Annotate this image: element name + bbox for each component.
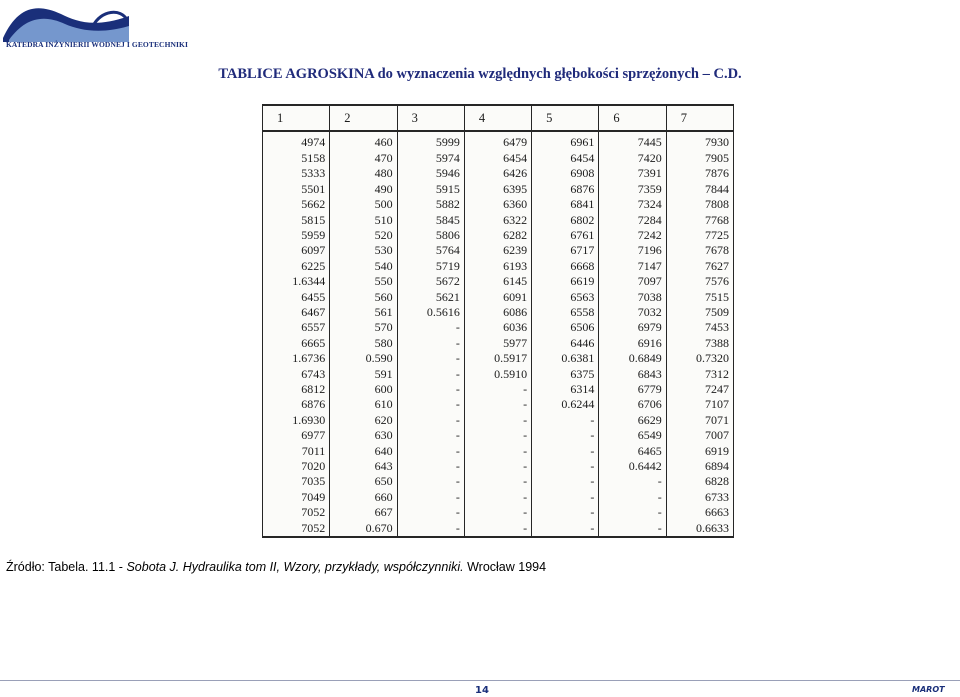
- table-row: [263, 489, 734, 504]
- table-cell: 7242: [599, 228, 666, 243]
- table-cell: 6733: [666, 489, 733, 504]
- table-cell: 0.7320: [666, 351, 733, 366]
- table-cell: 6761: [532, 228, 599, 243]
- table-cell: 5999: [397, 131, 464, 150]
- table-cell: 7768: [666, 212, 733, 227]
- table-cell: 7038: [599, 289, 666, 304]
- table-row: [263, 150, 734, 165]
- table-cell: 6828: [666, 474, 733, 489]
- table-cell: 6629: [599, 412, 666, 427]
- table-cell: -: [599, 474, 666, 489]
- table-cell: 500: [330, 197, 397, 212]
- table-cell: 0.5616: [397, 305, 464, 320]
- table-row: [263, 412, 734, 427]
- table-cell: 660: [330, 489, 397, 504]
- table-cell: 7388: [666, 335, 733, 350]
- table-cell: 5974: [397, 150, 464, 165]
- table-cell: 6557: [263, 320, 330, 335]
- table-cell: 5158: [263, 150, 330, 165]
- table-cell: 7035: [263, 474, 330, 489]
- table-cell: 6843: [599, 366, 666, 381]
- table-cell: -: [397, 489, 464, 504]
- department-name: KATEDRA INŻYNIERII WODNEJ I GEOTECHNIKI: [6, 40, 188, 49]
- wave-logo-icon: [3, 2, 133, 42]
- table-cell: 7107: [666, 397, 733, 412]
- table-cell: -: [397, 412, 464, 427]
- table-row: [263, 289, 734, 304]
- table-cell: 6395: [464, 181, 531, 196]
- table-cell: 6455: [263, 289, 330, 304]
- column-header: 5: [532, 105, 599, 131]
- table-cell: 7052: [263, 505, 330, 520]
- table-cell: 460: [330, 131, 397, 150]
- page-title: TABLICE AGROSKINA do wyznaczenia względnych głębokości sprzężonych – C.D.: [218, 66, 742, 82]
- table-cell: 7876: [666, 166, 733, 181]
- table-cell: 610: [330, 397, 397, 412]
- table-row: [263, 166, 734, 181]
- source-book-title: Sobota J. Hydraulika tom II, Wzory, przykłady, współczynniki.: [126, 560, 464, 574]
- table-cell: 6876: [532, 181, 599, 196]
- table-cell: 470: [330, 150, 397, 165]
- table-row: [263, 258, 734, 273]
- table-cell: 7905: [666, 150, 733, 165]
- table-cell: 6465: [599, 443, 666, 458]
- table-cell: -: [464, 397, 531, 412]
- table-row: [263, 320, 734, 335]
- table-cell: 6894: [666, 459, 733, 474]
- table-cell: -: [532, 489, 599, 504]
- column-header: 2: [330, 105, 397, 131]
- table-row: [263, 382, 734, 397]
- table-cell: -: [397, 397, 464, 412]
- table-cell: -: [599, 489, 666, 504]
- table-cell: 7844: [666, 181, 733, 196]
- table-cell: 7445: [599, 131, 666, 150]
- column-header: 6: [599, 105, 666, 131]
- table-cell: 4974: [263, 131, 330, 150]
- table-cell: 6454: [464, 150, 531, 165]
- table-cell: 6619: [532, 274, 599, 289]
- table-cell: 5672: [397, 274, 464, 289]
- source-suffix: Wrocław 1994: [463, 560, 547, 574]
- table-cell: -: [464, 459, 531, 474]
- table-cell: 5764: [397, 243, 464, 258]
- table-cell: 7453: [666, 320, 733, 335]
- table-cell: 5621: [397, 289, 464, 304]
- table-cell: 6467: [263, 305, 330, 320]
- table-cell: -: [464, 382, 531, 397]
- table-cell: -: [532, 443, 599, 458]
- table-cell: -: [464, 443, 531, 458]
- table-cell: 6145: [464, 274, 531, 289]
- table-cell: 6779: [599, 382, 666, 397]
- table-row: [263, 520, 734, 537]
- table-body: [263, 131, 734, 537]
- table-cell: 6454: [532, 150, 599, 165]
- table-cell: 520: [330, 228, 397, 243]
- table-row: [263, 474, 734, 489]
- table-cell: 580: [330, 335, 397, 350]
- table-cell: 6239: [464, 243, 531, 258]
- table-cell: 591: [330, 366, 397, 381]
- table-cell: -: [397, 459, 464, 474]
- table-cell: 7052: [263, 520, 330, 537]
- table-cell: -: [397, 443, 464, 458]
- table-row: [263, 243, 734, 258]
- table-cell: 7808: [666, 197, 733, 212]
- table-cell: 6668: [532, 258, 599, 273]
- table-cell: 0.590: [330, 351, 397, 366]
- table-cell: 6091: [464, 289, 531, 304]
- table-row: [263, 505, 734, 520]
- table-cell: 5845: [397, 212, 464, 227]
- table-row: [263, 131, 734, 150]
- table-row: [263, 366, 734, 381]
- table-cell: 6282: [464, 228, 531, 243]
- table-cell: 561: [330, 305, 397, 320]
- column-header: 4: [464, 105, 531, 131]
- table-cell: 0.5910: [464, 366, 531, 381]
- table-cell: 7049: [263, 489, 330, 504]
- table-cell: 1.6930: [263, 412, 330, 427]
- table-cell: 6841: [532, 197, 599, 212]
- table-cell: 7147: [599, 258, 666, 273]
- table-cell: 0.6244: [532, 397, 599, 412]
- table-cell: 560: [330, 289, 397, 304]
- column-header: 3: [397, 105, 464, 131]
- table-cell: 5333: [263, 166, 330, 181]
- table-cell: -: [397, 474, 464, 489]
- table-cell: -: [464, 520, 531, 537]
- table-cell: 530: [330, 243, 397, 258]
- table-cell: 7420: [599, 150, 666, 165]
- table-cell: 7007: [666, 428, 733, 443]
- footer-divider: [0, 680, 960, 681]
- source-citation: [6, 560, 546, 574]
- table-cell: 6558: [532, 305, 599, 320]
- table-cell: 6743: [263, 366, 330, 381]
- table-cell: 6036: [464, 320, 531, 335]
- table-cell: 550: [330, 274, 397, 289]
- table-cell: 510: [330, 212, 397, 227]
- agroskin-table: [262, 104, 734, 538]
- table-cell: 6977: [263, 428, 330, 443]
- table-row: [263, 181, 734, 196]
- table-cell: -: [532, 474, 599, 489]
- source-prefix: Źródło: Tabela. 11.1 -: [6, 560, 127, 574]
- table-cell: 7032: [599, 305, 666, 320]
- table-cell: 7324: [599, 197, 666, 212]
- table-cell: -: [397, 366, 464, 381]
- table-cell: 5959: [263, 228, 330, 243]
- table-cell: -: [532, 520, 599, 537]
- table-cell: -: [464, 412, 531, 427]
- table-cell: 7284: [599, 212, 666, 227]
- table-cell: 630: [330, 428, 397, 443]
- table-cell: 5946: [397, 166, 464, 181]
- agroskin-table-scan: [262, 104, 734, 538]
- table-cell: 6479: [464, 131, 531, 150]
- table-cell: 6663: [666, 505, 733, 520]
- table-cell: 0.6381: [532, 351, 599, 366]
- table-cell: 7247: [666, 382, 733, 397]
- table-cell: -: [397, 351, 464, 366]
- table-cell: 7576: [666, 274, 733, 289]
- table-cell: 7020: [263, 459, 330, 474]
- table-cell: -: [599, 505, 666, 520]
- table-cell: 7071: [666, 412, 733, 427]
- table-cell: 0.670: [330, 520, 397, 537]
- brand-logo: MAROT: [912, 685, 945, 694]
- table-cell: 6979: [599, 320, 666, 335]
- table-row: [263, 459, 734, 474]
- table-row: [263, 443, 734, 458]
- table-cell: 1.6344: [263, 274, 330, 289]
- table-cell: 6549: [599, 428, 666, 443]
- table-cell: 5662: [263, 197, 330, 212]
- table-cell: 6360: [464, 197, 531, 212]
- table-cell: 6919: [666, 443, 733, 458]
- table-row: [263, 305, 734, 320]
- column-header: 7: [666, 105, 733, 131]
- column-header: 1: [263, 105, 330, 131]
- table-cell: 7196: [599, 243, 666, 258]
- table-cell: 6908: [532, 166, 599, 181]
- table-cell: 7097: [599, 274, 666, 289]
- table-cell: 480: [330, 166, 397, 181]
- table-cell: 0.6442: [599, 459, 666, 474]
- table-cell: 5501: [263, 181, 330, 196]
- table-cell: 6706: [599, 397, 666, 412]
- table-cell: 7678: [666, 243, 733, 258]
- table-cell: -: [464, 474, 531, 489]
- table-cell: 7359: [599, 181, 666, 196]
- table-cell: -: [397, 520, 464, 537]
- table-cell: -: [464, 428, 531, 443]
- table-cell: -: [599, 520, 666, 537]
- table-cell: 6446: [532, 335, 599, 350]
- table-cell: 7930: [666, 131, 733, 150]
- table-cell: -: [532, 428, 599, 443]
- table-cell: 6506: [532, 320, 599, 335]
- table-cell: 1.6736: [263, 351, 330, 366]
- table-header-row: [263, 105, 734, 131]
- table-cell: -: [397, 428, 464, 443]
- table-cell: 6916: [599, 335, 666, 350]
- table-row: [263, 274, 734, 289]
- table-cell: 6086: [464, 305, 531, 320]
- table-cell: 667: [330, 505, 397, 520]
- table-cell: 7509: [666, 305, 733, 320]
- table-cell: 650: [330, 474, 397, 489]
- table-cell: -: [464, 489, 531, 504]
- table-cell: 6322: [464, 212, 531, 227]
- table-cell: 6876: [263, 397, 330, 412]
- table-row: [263, 212, 734, 227]
- table-cell: 6426: [464, 166, 531, 181]
- table-cell: 620: [330, 412, 397, 427]
- table-row: [263, 335, 734, 350]
- table-cell: 6961: [532, 131, 599, 150]
- table-cell: 7725: [666, 228, 733, 243]
- table-cell: 5915: [397, 181, 464, 196]
- table-cell: 0.5917: [464, 351, 531, 366]
- table-cell: -: [397, 505, 464, 520]
- table-cell: -: [532, 459, 599, 474]
- table-cell: 0.6633: [666, 520, 733, 537]
- table-cell: 6314: [532, 382, 599, 397]
- page-number: 14: [475, 685, 489, 696]
- table-cell: 7011: [263, 443, 330, 458]
- table-row: [263, 351, 734, 366]
- table-cell: -: [464, 505, 531, 520]
- header-logo: [3, 2, 203, 50]
- table-cell: -: [397, 320, 464, 335]
- table-cell: 600: [330, 382, 397, 397]
- table-cell: -: [532, 505, 599, 520]
- table-row: [263, 197, 734, 212]
- table-cell: 643: [330, 459, 397, 474]
- table-cell: 5977: [464, 335, 531, 350]
- table-cell: 7391: [599, 166, 666, 181]
- table-cell: 5806: [397, 228, 464, 243]
- table-cell: 7515: [666, 289, 733, 304]
- table-cell: 6802: [532, 212, 599, 227]
- table-cell: -: [397, 335, 464, 350]
- table-cell: 6225: [263, 258, 330, 273]
- table-cell: 0.6849: [599, 351, 666, 366]
- table-cell: 6193: [464, 258, 531, 273]
- table-cell: -: [397, 382, 464, 397]
- table-cell: -: [532, 412, 599, 427]
- table-row: [263, 228, 734, 243]
- table-cell: 7312: [666, 366, 733, 381]
- table-cell: 6717: [532, 243, 599, 258]
- table-cell: 6665: [263, 335, 330, 350]
- table-cell: 6563: [532, 289, 599, 304]
- table-cell: 5815: [263, 212, 330, 227]
- table-cell: 6375: [532, 366, 599, 381]
- table-cell: 5882: [397, 197, 464, 212]
- table-cell: 640: [330, 443, 397, 458]
- table-row: [263, 428, 734, 443]
- table-cell: 6097: [263, 243, 330, 258]
- table-row: [263, 397, 734, 412]
- table-cell: 6812: [263, 382, 330, 397]
- table-cell: 540: [330, 258, 397, 273]
- table-cell: 570: [330, 320, 397, 335]
- table-cell: 5719: [397, 258, 464, 273]
- table-cell: 490: [330, 181, 397, 196]
- table-cell: 7627: [666, 258, 733, 273]
